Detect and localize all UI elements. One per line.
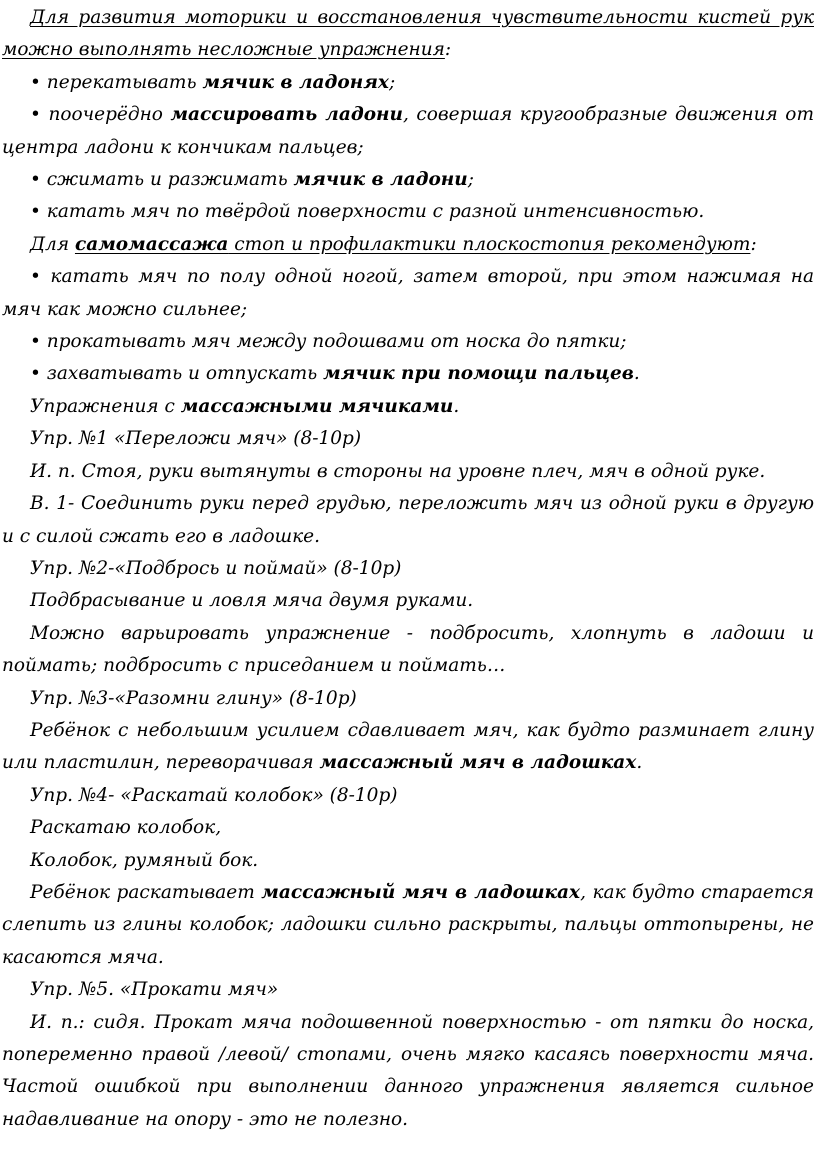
paragraph xyxy=(2,456,814,488)
paragraph xyxy=(2,683,814,715)
text-run: Для развития моторики и восстановления чувствительности кистей рук можно выполнять несложные упражнения xyxy=(2,7,814,61)
paragraph xyxy=(2,99,814,164)
paragraph xyxy=(2,391,814,423)
paragraph xyxy=(2,261,814,326)
text-run: самомассажа xyxy=(74,233,229,255)
paragraph xyxy=(2,1007,814,1137)
text-run: Ребёнок раскатывает xyxy=(30,881,262,903)
text-run: : xyxy=(750,233,757,255)
paragraph xyxy=(2,358,814,390)
text-run: . xyxy=(636,752,643,774)
text-run: • катать мяч по твёрдой поверхности с разной интенсивностью. xyxy=(30,201,705,223)
text-run: Упражнения с xyxy=(30,395,181,417)
text-run: Можно варьировать упражнение - подбросить, хлопнуть в ладоши и поймать; подбросить с приседанием и поймать… xyxy=(2,622,814,677)
text-run: Упр. №1 «Переложи мяч» (8-10р) xyxy=(30,428,362,450)
text-run: • поочерёдно xyxy=(30,104,171,126)
text-run: • захватывать и отпускать xyxy=(30,363,324,385)
text-run: ; xyxy=(467,169,474,191)
paragraph xyxy=(2,877,814,974)
paragraph xyxy=(2,229,814,261)
document-body xyxy=(2,2,814,1136)
paragraph xyxy=(2,585,814,617)
paragraph xyxy=(2,618,814,683)
text-run: массажный мяч в ладошках xyxy=(319,752,637,774)
text-run: мячик в ладони xyxy=(293,169,468,191)
text-run: массажными мячиками xyxy=(180,395,454,417)
text-run: , как будто старается слепить из глины колобок; ладошки сильно раскрыты, пальцы оттопырены, не касаются мяча. xyxy=(2,881,815,968)
text-run: ; xyxy=(388,71,396,93)
text-run: И. п.: сидя. Прокат мяча подошвенной поверхностью - от пятки до носка, попеременно правой /левой/ стопами, очень мягко касаясь поверхности мяча. Частой ошибкой при выполнении данного упражнения является сильное надавливание на опору - это не полезно. xyxy=(2,1011,814,1130)
text-run: Упр. №5. «Прокати мяч» xyxy=(30,979,279,1001)
paragraph xyxy=(2,2,814,67)
paragraph xyxy=(2,715,814,780)
paragraph xyxy=(2,326,814,358)
text-run: массировать ладони xyxy=(170,104,403,126)
text-run: Упр. №3-«Разомни глину» (8-10р) xyxy=(30,687,357,709)
paragraph xyxy=(2,164,814,196)
text-run: • катать мяч по полу одной ногой, затем второй, при этом нажимая на мяч как можно сильнее; xyxy=(2,266,814,320)
text-run: Ребёнок с небольшим усилием сдавливает мяч, как будто разминает глину или пластилин, переворачивая xyxy=(2,719,814,774)
text-run: стоп и профилактики плоскостопия рекомендуют xyxy=(228,233,751,255)
text-run: Для xyxy=(30,233,75,255)
paragraph xyxy=(2,974,814,1006)
paragraph xyxy=(2,812,814,844)
text-run: мячик при помощи пальцев xyxy=(323,363,634,385)
text-run: , совершая кругообразные движения от центра ладони к кончикам пальцев; xyxy=(2,104,814,158)
paragraph xyxy=(2,553,814,585)
text-run: . xyxy=(633,363,640,385)
text-run: . xyxy=(453,395,460,417)
text-run: И. п. Стоя, руки вытянуты в стороны на уровне плеч, мяч в одной руке. xyxy=(30,460,766,482)
paragraph xyxy=(2,488,814,553)
text-run: Колобок, румяный бок. xyxy=(30,849,259,871)
text-run: • перекатывать xyxy=(30,71,203,93)
text-run: Упр. №4- «Раскатай колобок» (8-10р) xyxy=(30,784,398,806)
text-run: мячик в ладонях xyxy=(202,71,389,93)
text-run: Упр. №2-«Подбрось и поймай» (8-10р) xyxy=(30,557,402,579)
paragraph xyxy=(2,845,814,877)
paragraph xyxy=(2,67,814,99)
text-run: Подбрасывание и ловля мяча двумя руками. xyxy=(30,590,474,612)
text-run: массажный мяч в ладошках xyxy=(261,881,581,903)
text-run: : xyxy=(444,39,452,61)
paragraph xyxy=(2,780,814,812)
text-run: Раскатаю колобок, xyxy=(30,817,222,839)
paragraph xyxy=(2,196,814,228)
text-run: В. 1- Соединить руки перед грудью, переложить мяч из одной руки в другую и с силой сжать его в ладошке. xyxy=(2,493,814,547)
text-run: • прокатывать мяч между подошвами от носка до пятки; xyxy=(30,331,627,353)
paragraph xyxy=(2,423,814,455)
text-run: • сжимать и разжимать xyxy=(30,169,294,191)
